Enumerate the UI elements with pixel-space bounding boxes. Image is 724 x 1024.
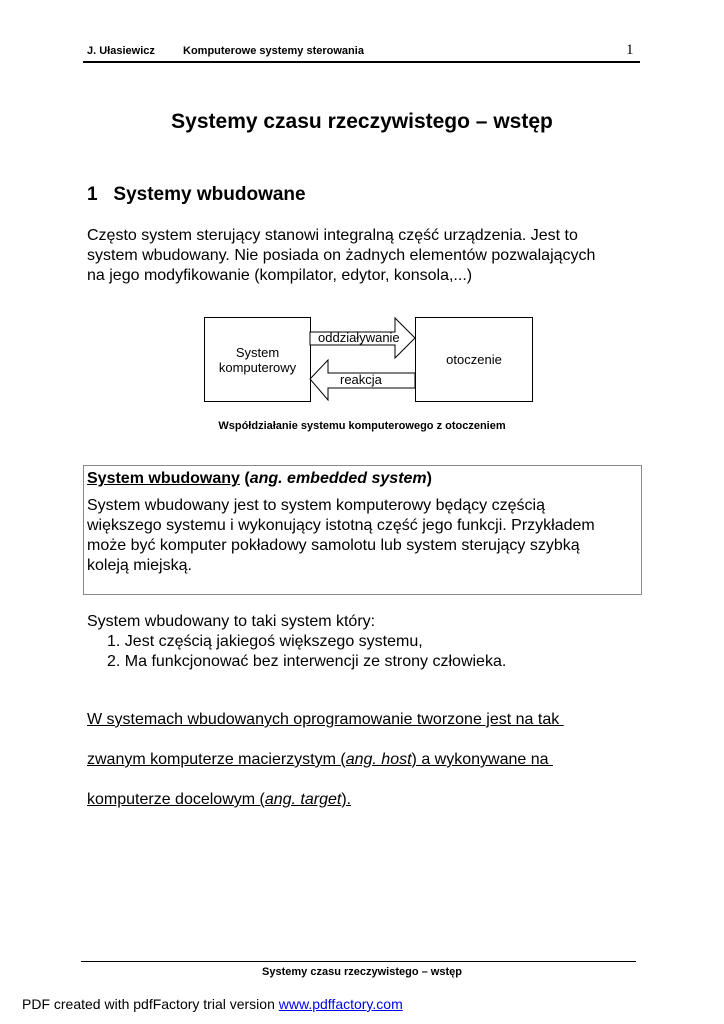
definition-heading-text: [87, 470, 432, 487]
page-number: 1: [626, 42, 634, 58]
note-paragraph: [87, 690, 564, 810]
definition-term: System wbudowany: [87, 470, 240, 487]
diagram-caption: Współdziałanie systemu komputerowego z otoczeniem: [218, 420, 506, 432]
footer-title: Systemy czasu rzeczywistego – wstęp: [262, 966, 462, 978]
definition-open-paren: (: [239, 470, 250, 487]
definition-line: System wbudowany jest to system komputerowy będący częścią: [87, 497, 545, 514]
note-line: [87, 790, 564, 810]
computer-system-box: [204, 317, 311, 402]
section-number: 1: [87, 184, 98, 205]
list-item: 1. Jest częścią jakiegoś większego systemu,: [107, 633, 423, 650]
intro-paragraph: [87, 226, 595, 286]
action-label: oddziaływanie: [318, 330, 400, 345]
definition-english-term: ang. embedded system: [249, 470, 427, 487]
diagram-arrows: [300, 310, 425, 410]
note-line: [87, 750, 564, 770]
footer-rule: [81, 961, 636, 962]
definition-text: [87, 496, 595, 576]
definition-line: może być komputer pokładowy samolotu lub system sterujący szybką: [87, 537, 580, 554]
note-text: komputerze docelowym (: [87, 791, 265, 808]
definition-heading: [87, 469, 432, 489]
note-line: W systemach wbudowanych oprogramowanie tworzone jest na tak: [87, 711, 564, 728]
definition-line: koleją miejską.: [87, 557, 192, 574]
note-text: ) a wykonywane na: [411, 751, 553, 768]
reaction-label: reakcja: [340, 372, 382, 387]
header-rule: [83, 61, 640, 63]
intro-line: system wbudowany. Nie posiada on żadnych elementów pozwalających: [87, 247, 596, 264]
page-title: Systemy czasu rzeczywistego – wstęp: [171, 110, 553, 133]
definition-line: większego systemu i wykonujący istotną część jego funkcji. Przykładem: [87, 517, 595, 534]
computer-system-label: System: [235, 344, 280, 360]
pdf-notice: [22, 996, 403, 1012]
intro-line: Często system sterujący stanowi integralną część urządzenia. Jest to: [87, 227, 578, 244]
pdffactory-link[interactable]: www.pdffactory.com: [278, 996, 403, 1012]
note-text: zwanym komputerze macierzystym (: [87, 751, 346, 768]
header-course: Komputerowe systemy sterowania: [183, 45, 364, 57]
note-text: ).: [341, 791, 352, 808]
note-english-term: ang. target: [264, 791, 342, 808]
definition-close-paren: ): [426, 470, 432, 487]
section-heading: [87, 184, 306, 206]
note-english-term: ang. host: [345, 751, 412, 768]
list-intro: System wbudowany to taki system który:: [87, 613, 376, 630]
environment-box: otoczenie: [415, 317, 533, 402]
pdf-notice-text: PDF created with pdfFactory trial version: [22, 996, 279, 1012]
intro-line: na jego modyfikowanie (kompilator, edytor, konsola,...): [87, 267, 473, 284]
computer-system-label: komputerowy: [218, 359, 297, 375]
header-author: J. Ułasiewicz: [87, 45, 155, 57]
list-item: 2. Ma funkcjonować bez interwencji ze strony człowieka.: [107, 653, 507, 670]
section-title: Systemy wbudowane: [113, 184, 306, 205]
